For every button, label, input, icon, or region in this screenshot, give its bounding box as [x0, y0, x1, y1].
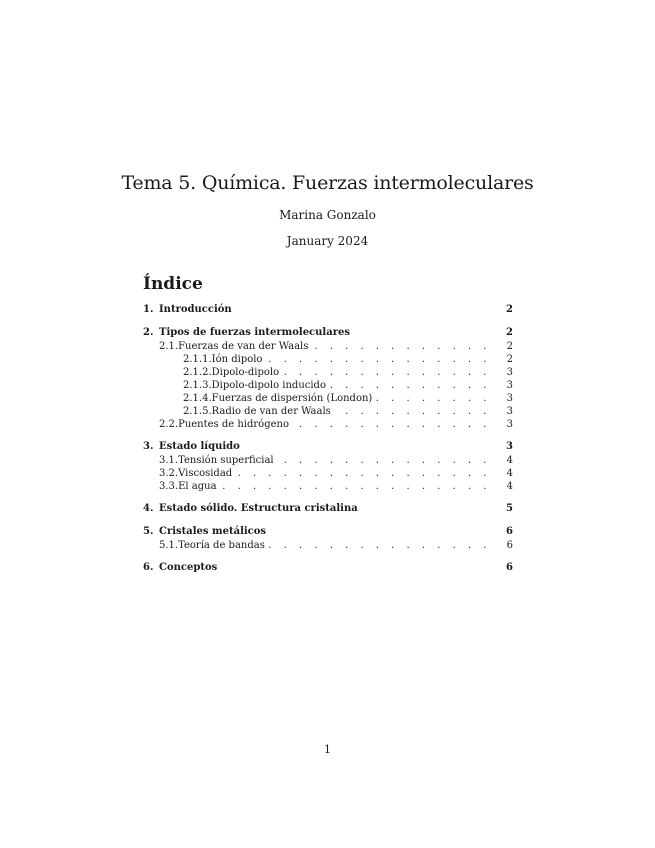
toc-entry-label: Puentes de hidrógeno — [178, 419, 289, 430]
toc-entry-page: 6 — [506, 540, 513, 551]
document-author: Marina Gonzalo — [279, 208, 376, 222]
toc-entry[interactable] — [143, 539, 513, 552]
document-date: January 2024 — [286, 234, 369, 248]
toc-entry-label: Fuerzas de van der Waals — [178, 341, 309, 352]
toc-entry[interactable] — [143, 326, 513, 340]
toc-entry-label: Radio de van der Waals — [211, 406, 331, 417]
document-title: Tema 5. Química. Fuerzas intermoleculares — [121, 172, 534, 194]
toc-entry-page: 2 — [506, 354, 513, 365]
toc-entry-number: 3. — [143, 441, 154, 452]
toc-entry-number: 2.1.4. — [183, 393, 212, 404]
toc-entry[interactable] — [143, 561, 513, 575]
toc-entry-number: 3.3. — [159, 481, 179, 492]
toc-entry-leader-dots — [269, 539, 491, 552]
toc-entry-label: Tipos de fuerzas intermoleculares — [159, 327, 350, 338]
toc-entry[interactable] — [143, 467, 513, 480]
toc-entry-leader-dots — [330, 379, 491, 392]
toc-entry-label: Tensión superficial — [178, 455, 274, 466]
toc-entry-label: Introducción — [159, 304, 232, 315]
toc-entry-leader-dots — [335, 405, 491, 418]
toc-entry[interactable] — [143, 418, 513, 431]
toc-entry-label: Dipolo-dipolo — [211, 367, 280, 378]
toc-entry-label: Fuerzas de dispersión (London) — [211, 393, 373, 404]
toc-entry[interactable] — [143, 303, 513, 317]
toc-entry-page: 6 — [506, 562, 513, 573]
toc-entry[interactable] — [143, 340, 513, 353]
toc-entry-page: 4 — [506, 481, 513, 492]
toc-entry-page: 3 — [506, 419, 513, 430]
toc-entry-leader-dots — [293, 418, 491, 431]
toc-entry-label: Viscosidad — [178, 468, 233, 479]
toc-entry-number: 3.1. — [159, 455, 179, 466]
toc-entry-number: 2.2. — [159, 419, 179, 430]
toc-entry-number: 2.1.5. — [183, 406, 212, 417]
toc-entry-number: 3.2. — [159, 468, 179, 479]
toc-entry-leader-dots — [236, 467, 491, 480]
toc-entry-page: 5 — [506, 503, 513, 514]
toc-entry-number: 2.1.1. — [183, 354, 212, 365]
toc-entry-page: 6 — [506, 526, 513, 537]
toc-entry-leader-dots — [266, 353, 491, 366]
table-of-contents — [143, 303, 513, 575]
toc-entry[interactable] — [143, 440, 513, 454]
toc-entry-label: Cristales metálicos — [159, 526, 267, 537]
toc-entry-number: 1. — [143, 304, 154, 315]
toc-entry-number: 2.1.2. — [183, 367, 212, 378]
toc-entry-number: 5.1. — [159, 540, 179, 551]
toc-entry[interactable] — [143, 392, 513, 405]
toc-heading: Índice — [143, 274, 203, 294]
toc-entry-label: Dipolo-dipolo inducido — [211, 380, 326, 391]
toc-entry[interactable] — [143, 379, 513, 392]
toc-entry-page: 3 — [506, 406, 513, 417]
toc-entry-label: Teoría de bandas — [178, 540, 265, 551]
toc-entry[interactable] — [143, 454, 513, 467]
toc-entry-leader-dots — [283, 366, 491, 379]
toc-entry-page: 4 — [506, 468, 513, 479]
toc-entry-page: 2 — [506, 304, 513, 315]
page-number: 1 — [324, 743, 331, 756]
toc-entry-number: 5. — [143, 526, 154, 537]
toc-entry[interactable] — [143, 525, 513, 539]
toc-entry-page: 3 — [506, 367, 513, 378]
toc-entry-number: 2. — [143, 327, 154, 338]
toc-entry[interactable] — [143, 366, 513, 379]
toc-entry-page: 4 — [506, 455, 513, 466]
toc-entry[interactable] — [143, 480, 513, 493]
toc-entry-label: Estado líquido — [159, 441, 240, 452]
toc-entry-number: 4. — [143, 503, 154, 514]
toc-entry-page: 2 — [506, 327, 513, 338]
toc-entry-label: Conceptos — [159, 562, 218, 573]
toc-entry-page: 3 — [506, 441, 513, 452]
toc-entry-leader-dots — [312, 340, 491, 353]
toc-entry-label: Estado sólido. Estructura cristalina — [159, 503, 358, 514]
toc-entry-label: El agua — [178, 481, 217, 492]
toc-entry-number: 2.1.3. — [183, 380, 212, 391]
toc-entry[interactable] — [143, 502, 513, 516]
toc-entry[interactable] — [143, 405, 513, 418]
toc-entry-leader-dots — [278, 454, 491, 467]
toc-entry[interactable] — [143, 353, 513, 366]
toc-entry-number: 2.1. — [159, 341, 179, 352]
toc-entry-number: 6. — [143, 562, 154, 573]
toc-entry-leader-dots — [221, 480, 491, 493]
toc-entry-page: 3 — [506, 393, 513, 404]
toc-entry-label: Ión dipolo — [211, 354, 263, 365]
toc-entry-leader-dots — [376, 392, 491, 405]
toc-entry-page: 2 — [506, 341, 513, 352]
toc-entry-page: 3 — [506, 380, 513, 391]
